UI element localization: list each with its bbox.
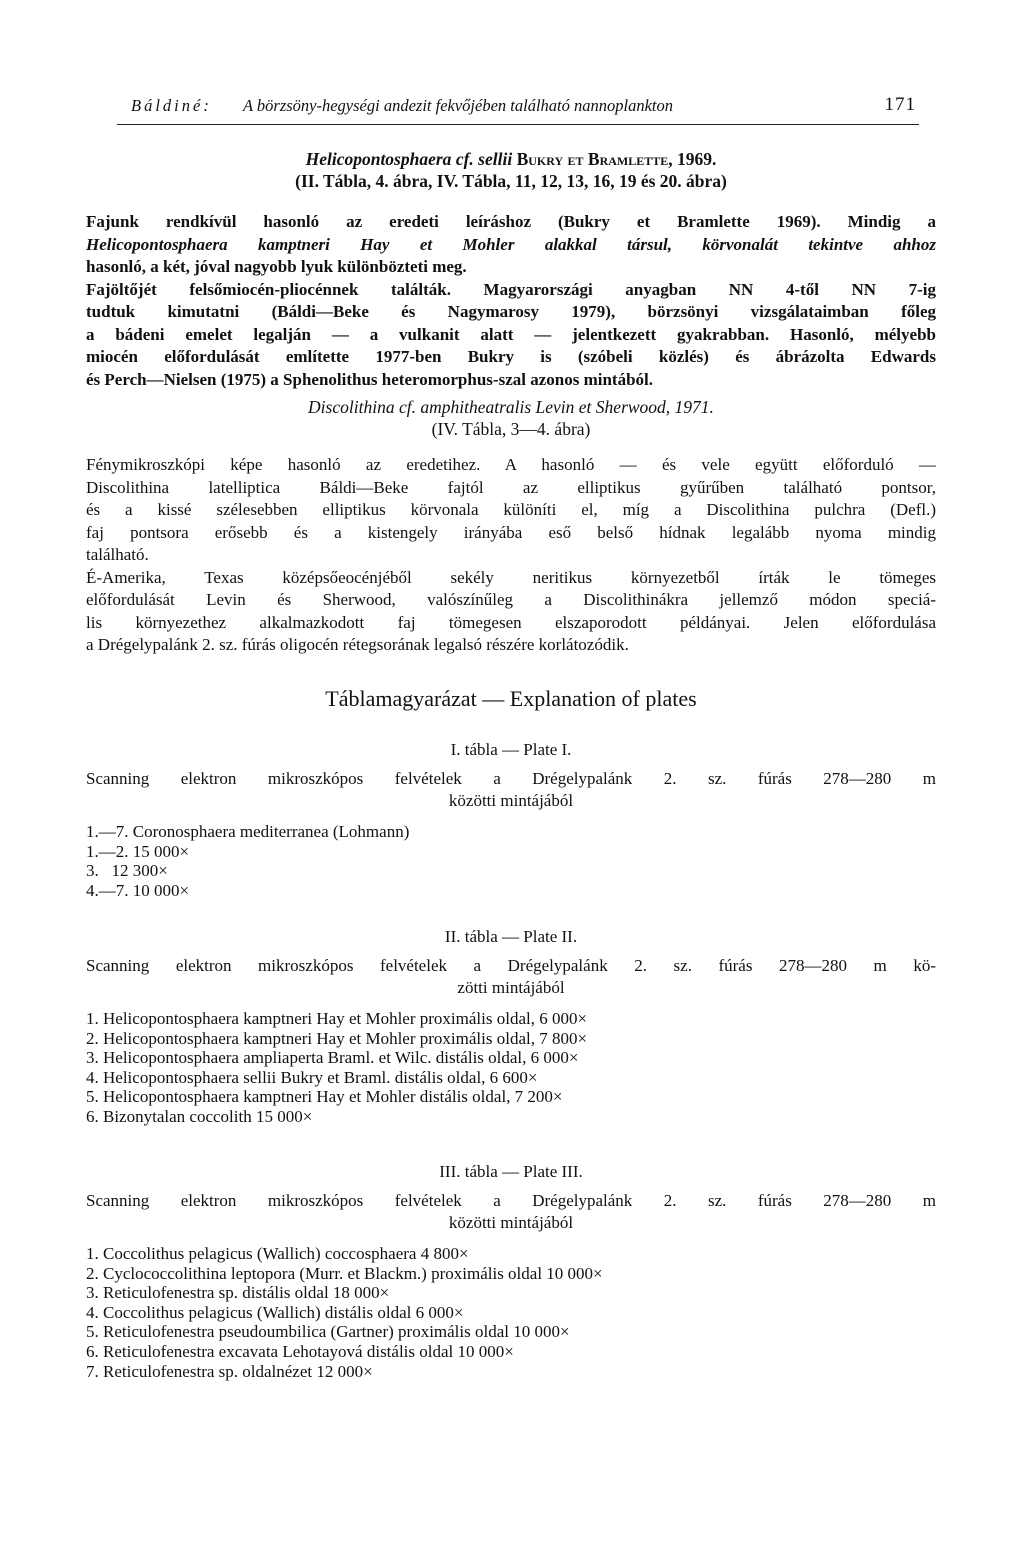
body-line: a bádeni emelet legalján — a vulkanit alatt — jelentkezett gyakrabban. Hasonló, mélyebb <box>86 324 936 344</box>
list-item: 6. Reticulofenestra excavata Lehotayová distális oldal 10 000× <box>86 1341 514 1361</box>
plate-description <box>86 1190 936 1234</box>
section1-body <box>86 211 936 391</box>
plate-2 <box>86 927 936 1127</box>
page-number: 171 <box>884 94 916 115</box>
body-line: és Perch—Nielsen (1975) a Sphenolithus heteromorphus-szal azonos mintából. <box>86 369 654 389</box>
taxon-genus: Helicopontosphaera <box>305 149 452 169</box>
explanation-title: Táblamagyarázat — Explanation of plates <box>325 686 697 711</box>
list-item: 5. Helicopontosphaera kamptneri Hay et Mohler distális oldal, 7 200× <box>86 1087 563 1107</box>
plate-3 <box>86 1162 936 1381</box>
taxon-figures: (II. Tábla, 4. ábra, IV. Tábla, 11, 12, 13, 16, 19 és 20. ábra) <box>295 171 727 191</box>
section-discolithina <box>86 396 936 654</box>
plate-description <box>86 955 936 999</box>
body-line: a Drégelypalánk 2. sz. fúrás oligocén rétegsorának legalsó részére korlátozódik. <box>86 635 629 654</box>
body-line: Fénymikroszkópi képe hasonló az eredetihez. A hasonló — és vele együtt előforduló — <box>86 455 936 474</box>
plate-description <box>86 768 936 812</box>
body-line: Discolithina latelliptica Báldi—Beke fajtól az elliptikus gyűrűben található pontsor, <box>86 477 936 497</box>
list-item: 6. Bizonytalan coccolith 15 000× <box>86 1106 313 1126</box>
list-item: 2. Helicopontosphaera kamptneri Hay et Mohler proximális oldal, 7 800× <box>86 1028 588 1048</box>
taxon-title <box>86 148 936 170</box>
plate-caption-list <box>86 822 936 900</box>
body-line: Fajunk rendkívül hasonló az eredeti leíráshoz (Bukry et Bramlette 1969). Mindig a <box>86 212 936 231</box>
list-item: 1. Helicopontosphaera kamptneri Hay et Mohler proximális oldal, 6 000× <box>86 1009 588 1028</box>
body-line: Fajöltőjét felsőmiocén-pliocénnek találták. Magyarországi anyagban NN 4-től NN 7-ig <box>86 279 936 299</box>
header-rule <box>117 124 919 125</box>
plate-heading: II. tábla — Plate II. <box>444 927 578 946</box>
list-item: 4. Coccolithus pelagicus (Wallich) distális oldal 6 000× <box>86 1302 464 1322</box>
plate-heading: III. tábla — Plate III. <box>439 1162 583 1181</box>
list-item: 2. Cyclococcolithina leptopora (Murr. et Blackm.) proximális oldal 10 000× <box>86 1263 603 1283</box>
plate-caption-list <box>86 1009 936 1127</box>
taxon-figures: (IV. Tábla, 3—4. ábra) <box>431 419 591 439</box>
list-item: 7. Reticulofenestra sp. oldalnézet 12 000× <box>86 1361 373 1381</box>
list-item: 5. Reticulofenestra pseudoumbilica (Gartner) proximális oldal 10 000× <box>86 1322 570 1342</box>
body-line: található. <box>86 545 149 564</box>
body-line: és a kissé szélesebben elliptikus körvonala különíti el, míg a Discolithina pulchra (Defl.) <box>86 500 936 519</box>
explanation-heading <box>86 686 936 712</box>
body-line: hasonló, a két, jóval nagyobb lyuk különbözteti meg. <box>86 257 467 276</box>
body-line: faj pontsora erősebb és a kistengely irányába eső belső hídnak legalább nyoma mindig <box>86 522 936 542</box>
list-item: 1. Coccolithus pelagicus (Wallich) coccosphaera 4 800× <box>86 1244 469 1263</box>
list-item: 3. Helicopontosphaera ampliaperta Braml. et Wilc. distális oldal, 6 000× <box>86 1048 579 1068</box>
plate-desc-line: Scanning elektron mikroszkópos felvételek a Drégelypalánk 2. sz. fúrás 278—280 m kö- <box>86 956 936 975</box>
body-line: előfordulását Levin és Sherwood, valószínűleg a Discolithinákra jellemző módon speciá- <box>86 590 936 609</box>
list-item: 1.—2. 15 000× <box>86 841 190 861</box>
plate-1 <box>86 740 936 900</box>
running-head-authors: Báldiné: <box>131 96 212 115</box>
body-line: É-Amerika, Texas középsőeocénjéből sekély neritikus környezetből írták le tömeges <box>86 567 936 587</box>
plate-desc-line: Scanning elektron mikroszkópos felvételek a Drégelypalánk 2. sz. fúrás 278—280 m <box>86 1191 936 1210</box>
body-line: miocén előfordulását említette 1977-ben Bukry is (szóbeli közlés) és ábrázolta Edwards <box>86 347 936 366</box>
list-item: 1.—7. Coronosphaera mediterranea (Lohmann) <box>86 822 410 841</box>
body-line: tudtuk kimutatni (Báldi—Beke és Nagymarosy 1979), börzsönyi vizsgálataimban főleg <box>86 302 936 321</box>
plate-desc-line: közötti mintájából <box>448 1213 574 1232</box>
plate-desc-line: közötti mintájából <box>448 791 574 810</box>
list-item: 3. Reticulofenestra sp. distális oldal 18 000× <box>86 1283 390 1303</box>
taxon-authors: Bukry et Bramlette, 1969. <box>516 149 717 169</box>
list-item: 3. 12 300× <box>86 861 168 881</box>
plate-heading: I. tábla — Plate I. <box>450 740 572 759</box>
plate-desc-line: Scanning elektron mikroszkópos felvételek a Drégelypalánk 2. sz. fúrás 278—280 m <box>86 769 936 788</box>
taxon-title: Discolithina cf. amphitheatralis Levin et Sherwood, 1971. <box>308 397 714 417</box>
plate-caption-list <box>86 1244 936 1381</box>
taxon-species: cf. sellii <box>451 149 517 169</box>
body-line: Helicopontosphaera kamptneri Hay et Mohler alakkal társul, körvonalát tekintve ahhoz <box>86 234 936 254</box>
body-line: lis környezethez alkalmazkodott faj tömegesen elszaporodott példányai. Jelen előfordulása <box>86 612 936 632</box>
running-head-title: A börzsöny-hegységi andezit fekvőjében található nannoplankton <box>243 96 673 115</box>
list-item: 4.—7. 10 000× <box>86 880 190 900</box>
plate-desc-line: zötti mintájából <box>457 978 565 997</box>
list-item: 4. Helicopontosphaera sellii Bukry et Braml. distális oldal, 6 600× <box>86 1067 538 1087</box>
running-head <box>115 92 918 126</box>
section2-body <box>86 454 936 657</box>
